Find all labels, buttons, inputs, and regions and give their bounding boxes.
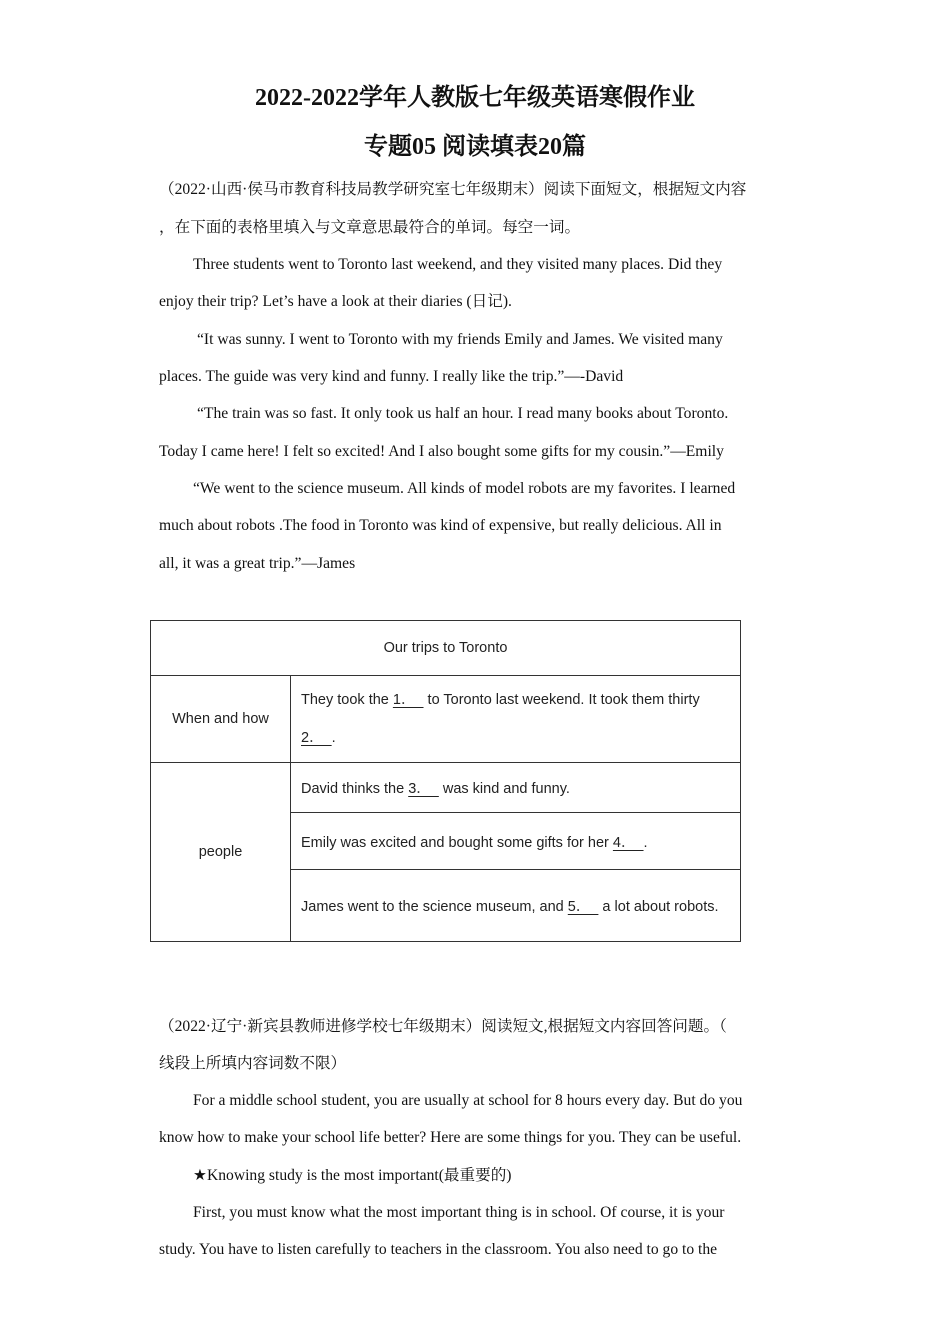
passage1-source-line1: （2022·山西·侯马市教育科技局教学研究室七年级期末）阅读下面短文，根据短文内容 [159, 181, 747, 198]
answer-blank-2[interactable]: 2． [301, 730, 332, 746]
passage1-paragraph1-line2: enjoy their trip? Let’s have a look at their diaries (日记). [159, 293, 512, 310]
cell-text: a lot about robots. [598, 899, 719, 915]
cell-text: to Toronto last weekend. It took them thirty [423, 692, 700, 708]
passage1-paragraph2-line1: “It was sunny. I went to Toronto with my friends Emily and James. We visited many [197, 331, 723, 348]
row-label-when-and-how: When and how [151, 676, 291, 763]
passage1-paragraph1-line1: Three students went to Toronto last weekend, and they visited many places. Did they [193, 256, 723, 273]
passage2-paragraph2-line2: study. You have to listen carefully to teachers in the classroom. You also need to go to the [159, 1241, 718, 1258]
passage1-source-line2: ，在下面的表格里填入与文章意思最符合的单词。每空一词。 [159, 219, 581, 236]
table-header: Our trips to Toronto [151, 621, 741, 676]
passage2-source-line2: 线段上所填内容词数不限） [159, 1055, 347, 1072]
answer-blank-1[interactable]: 1． [392, 692, 424, 708]
answer-blank-5[interactable]: 5． [567, 899, 599, 915]
passage1-paragraph3-line2: Today I came here! I felt so excited! And I also bought some gifts for my cousin.”—Emily [159, 443, 724, 460]
table-cell [291, 870, 741, 942]
document-title: 2022-2022学年人教版七年级英语寒假作业 [255, 85, 695, 111]
cell-text: David thinks the [301, 781, 409, 797]
answer-blank-4[interactable]: 4． [612, 834, 644, 851]
answer-blank-3[interactable]: 3． [408, 781, 439, 797]
cell-text: Emily was excited and bought some gifts for her [301, 834, 613, 851]
passage2-source-line1: （2022·辽宁·新宾县教师进修学校七年级期末）阅读短文,根据短文内容回答问题。（ [159, 1018, 727, 1035]
row-label-people: people [151, 763, 291, 942]
passage2-paragraph2-line1: First, you must know what the most important thing is in school. Of course, it is your [193, 1204, 725, 1221]
cell-text: They took the [301, 692, 393, 708]
passage1-paragraph4-line1: “We went to the science museum. All kinds of model robots are my favorites. I learned [193, 480, 736, 497]
table-cell [291, 676, 741, 763]
table-row [151, 676, 741, 763]
document-subtitle: 专题05 阅读填表20篇 [364, 134, 586, 160]
passage2-paragraph1-line1: For a middle school student, you are usually at school for 8 hours every day. But do you [193, 1092, 743, 1109]
cell-text: James went to the science museum, and [301, 899, 568, 915]
table-header-row [151, 621, 741, 676]
passage1-paragraph2-line2: places. The guide was very kind and funny. I really like the trip.”—-David [159, 368, 624, 385]
table-row [151, 763, 741, 813]
cell-text: was kind and funny. [438, 781, 570, 797]
passage1-paragraph4-line2: much about robots .The food in Toronto was kind of expensive, but really delicious. All in [159, 517, 722, 534]
passage2-paragraph1-line2: know how to make your school life better? Here are some things for you. They can be useful. [159, 1129, 742, 1146]
cell-text: . [643, 834, 648, 851]
fill-in-table [150, 620, 741, 942]
passage1-paragraph4-line3: all, it was a great trip.”—James [159, 555, 356, 572]
passage2-heading: ★Knowing study is the most important(最重要的) [193, 1167, 512, 1184]
table-cell [291, 813, 741, 870]
passage1-paragraph3-line1: “The train was so fast. It only took us half an hour. I read many books about Toronto. [197, 405, 729, 422]
cell-text: . [331, 730, 336, 746]
table-cell [291, 763, 741, 813]
